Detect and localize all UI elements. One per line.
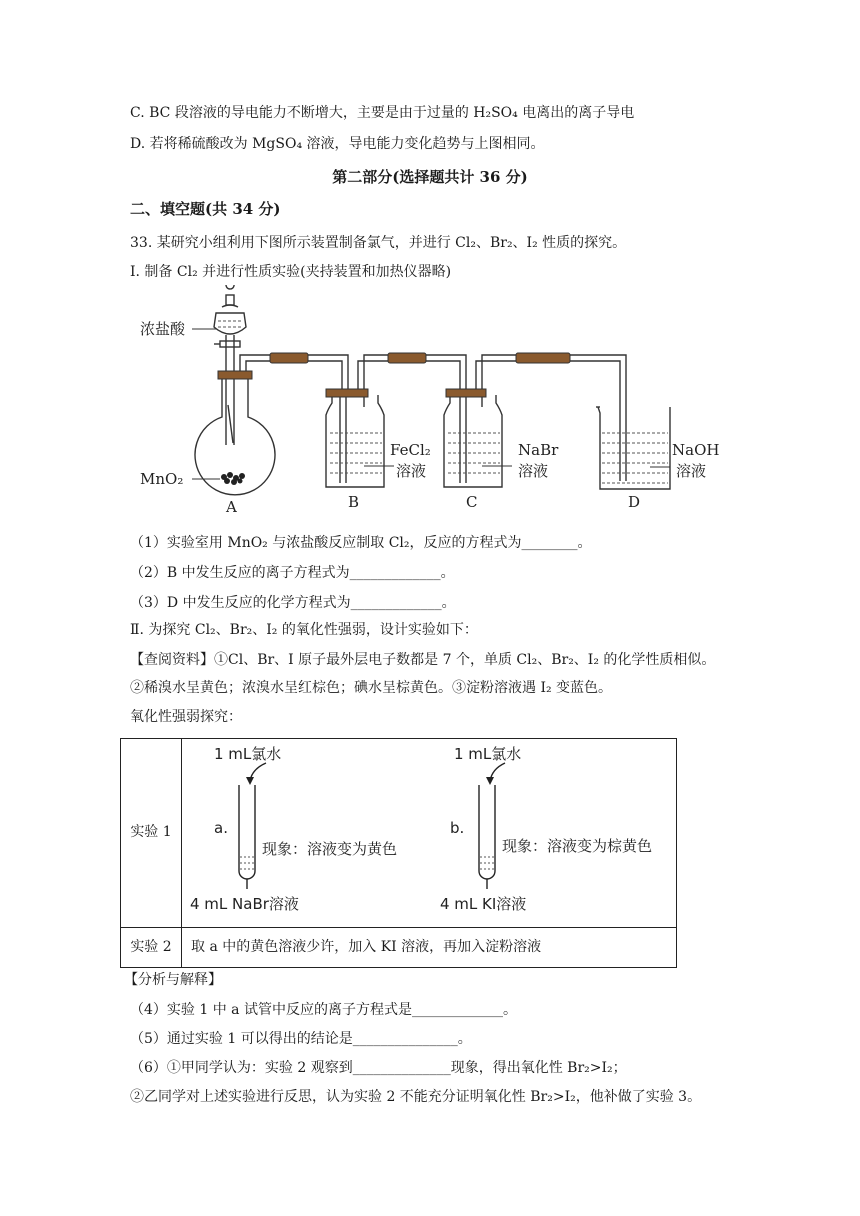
tube-b-label: b.: [450, 819, 465, 837]
question-1: （1）实验室用 MnO₂ 与浓盐酸反应制取 Cl₂，反应的方程式为________。: [130, 535, 592, 551]
leader-lines: [192, 329, 670, 479]
a-chlorine-water-label: 1 mL氯水: [214, 745, 282, 763]
apparatus-figure: [130, 285, 730, 515]
nabr-label: NaBr: [518, 441, 559, 459]
question-6: （6）①甲同学认为：实验 2 观察到______________现象，得出氧化性 Br₂>I₂；: [130, 1060, 627, 1076]
experiment-2-label: 实验 2: [130, 939, 172, 955]
mno2-solid: [221, 472, 245, 485]
a-nabr-label: 4 mL NaBr溶液: [190, 895, 299, 913]
experiment-1-label: 实验 1: [130, 824, 172, 840]
question-6b: ②乙同学对上述实验进行反思，认为实验 2 不能充分证明氧化性 Br₂>I₂，他补做了实验 3。: [130, 1089, 702, 1105]
c-solution-label: 溶液: [518, 462, 549, 480]
part-i-heading: Ⅰ. 制备 Cl₂ 并进行性质实验(夹持装置和加热仪器略): [130, 264, 452, 280]
question-2: （2）B 中发生反应的离子方程式为_____________。: [130, 565, 455, 581]
b-solution-label: 溶液: [396, 462, 427, 480]
fecl2-label: FeCl₂: [390, 441, 431, 459]
part-ii-heading: Ⅱ. 为探究 Cl₂、Br₂、I₂ 的氧化性强弱，设计实验如下：: [130, 622, 478, 638]
label-b: B: [348, 493, 360, 511]
oxidation-heading: 氧化性强弱探究：: [130, 709, 242, 725]
tube-a-label: a.: [214, 819, 228, 837]
option-c: C. BC 段溶液的导电能力不断增大，主要是由于过量的 H₂SO₄ 电离出的离子导电: [130, 105, 635, 121]
label-c: C: [466, 493, 478, 511]
test-tube-figure: [182, 739, 677, 928]
question-4: （4）实验 1 中 a 试管中反应的离子方程式是_____________。: [130, 1002, 517, 1018]
b-chlorine-water-label: 1 mL氯水: [454, 745, 522, 763]
a-observation: 现象：溶液变为黄色: [262, 840, 398, 858]
option-d: D. 若将稀硫酸改为 MgSO₄ 溶液，导电能力变化趋势与上图相同。: [130, 136, 545, 152]
experiment-table: [120, 738, 677, 968]
mno2-label: MnO₂: [140, 470, 184, 488]
d-solution-label: 溶液: [676, 462, 707, 480]
b-ki-label: 4 mL KI溶液: [440, 895, 527, 913]
question-5: （5）通过实验 1 可以得出的结论是_______________。: [130, 1031, 472, 1047]
label-d: D: [628, 493, 641, 511]
experiment-2-text: 取 a 中的黄色溶液少许，加入 KI 溶液，再加入淀粉溶液: [191, 939, 542, 955]
reference-1: 【查阅资料】①Cl、Br、I 原子最外层电子数都是 7 个，单质 Cl₂、Br₂、I₂ 的化学性质相似。: [130, 652, 716, 668]
apparatus-lines: [195, 285, 670, 495]
part2-title: 第二部分(选择题共计 36 分): [332, 168, 528, 186]
label-a: A: [226, 498, 237, 515]
b-observation: 现象：溶液变为棕黄色: [502, 837, 653, 855]
stoppers: [218, 353, 570, 397]
hcl-label: 浓盐酸: [140, 320, 186, 338]
question-3: （3）D 中发生反应的化学方程式为_____________。: [130, 595, 456, 611]
analysis-heading: 【分析与解释】: [124, 972, 222, 988]
reference-2: ②稀溴水呈黄色；浓溴水呈红棕色；碘水呈棕黄色。③淀粉溶液遇 I₂ 变蓝色。: [130, 680, 613, 696]
section-title: 二、填空题(共 34 分): [130, 200, 281, 218]
question-33: 33. 某研究小组利用下图所示装置制备氯气，并进行 Cl₂、Br₂、I₂ 性质的探究。: [130, 235, 627, 251]
naoh-label: NaOH: [672, 441, 720, 459]
